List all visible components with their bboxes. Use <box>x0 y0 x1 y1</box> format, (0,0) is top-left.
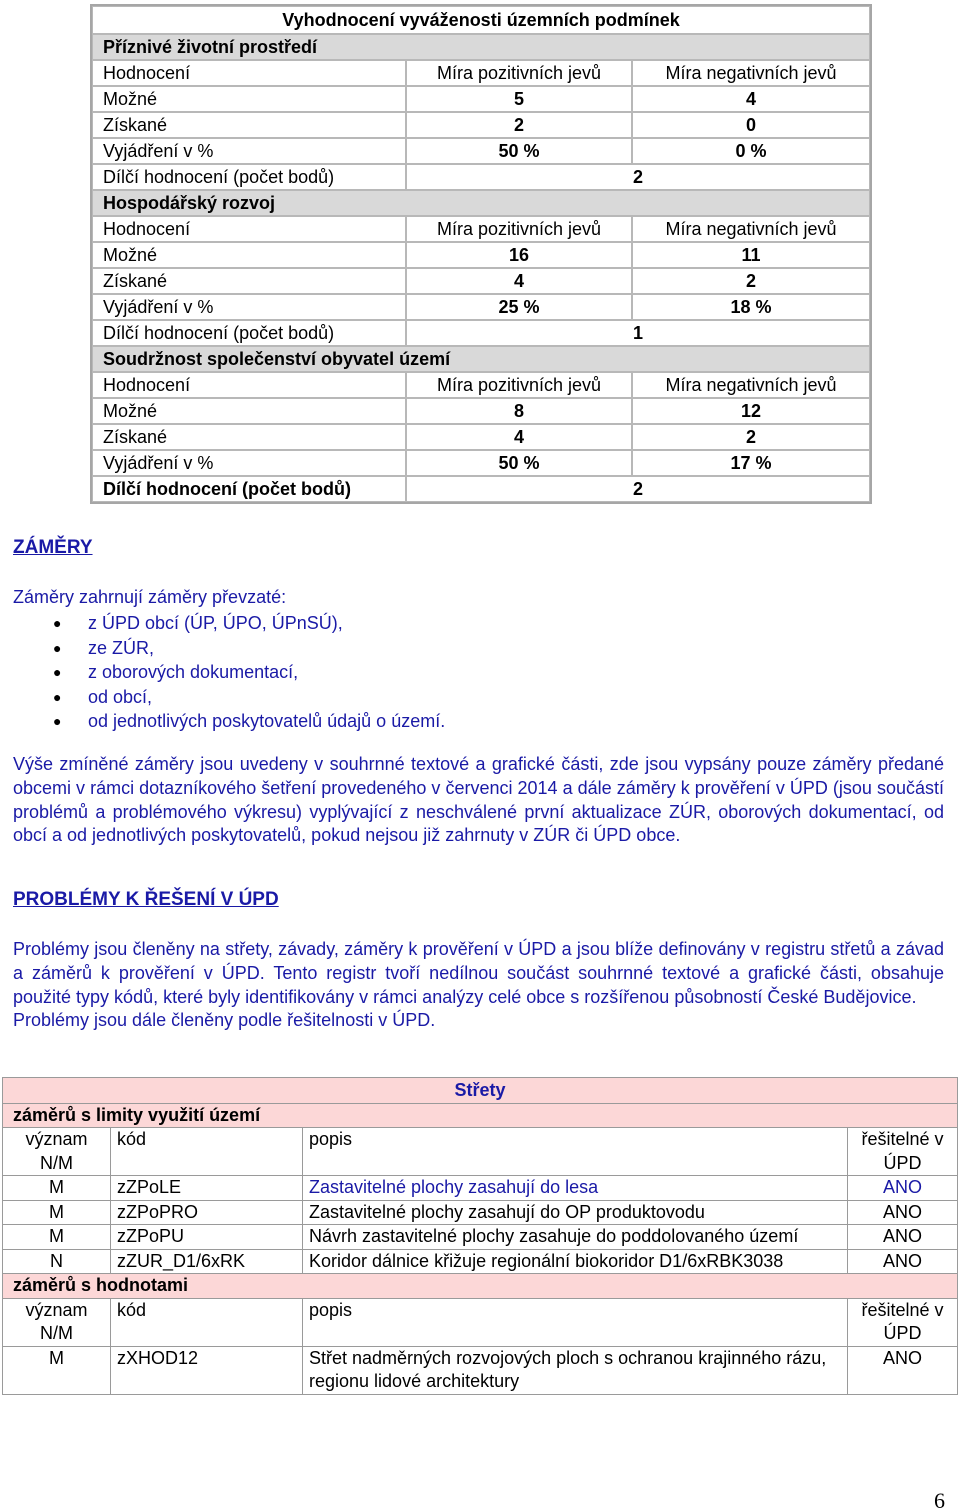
negative-value: 12 <box>632 398 870 424</box>
group-row <box>3 1274 958 1299</box>
cell-vyznam: M <box>3 1346 111 1394</box>
header-row <box>92 372 870 398</box>
zamery-list <box>13 611 445 734</box>
column-header-row <box>3 1298 958 1346</box>
problemy-paragraph <box>13 938 944 1033</box>
negative-value: 17 % <box>632 450 870 476</box>
column-header-vyznam: význam N/M <box>3 1128 111 1176</box>
positive-value: 8 <box>406 398 632 424</box>
group-title: záměrů s hodnotami <box>3 1274 958 1299</box>
zamery-intro: Záměry zahrnují záměry převzaté: <box>13 587 287 607</box>
section-row <box>92 346 870 372</box>
positive-value: 5 <box>406 86 632 112</box>
list-item-text: ze ZÚR, <box>88 637 155 658</box>
score-label: Dílčí hodnocení (počet bodů) <box>92 476 406 502</box>
row-label: Vyjádření v % <box>92 294 406 320</box>
cell-resitelne: ANO <box>848 1176 958 1201</box>
bullet-icon: ● <box>53 688 62 705</box>
header-cell: Hodnocení <box>92 216 406 242</box>
score-row <box>92 164 870 190</box>
zamery-paragraph: Výše zmíněné záměry jsou uvedeny v souhrnné textové a grafické části, zde jsou vypsány pouze záměry předané obcemi v rámci dotazníkového šetření provedeného v červenci 2014 a dále záměry k prověření v ÚPD (jsou součástí problémů a problémového výkresu) vyplývající z neschválené první aktualizace ZÚR, oborových dokumentací, od obcí a od jednotlivých poskytovatelů, pokud nejsou již zahrnuty v ZÚR či ÚPD obce. <box>13 754 944 846</box>
group-title: záměrů s limity využití území <box>3 1103 958 1128</box>
cell-kod: zZPoPU <box>111 1225 303 1250</box>
evaluation-title-row <box>92 6 870 34</box>
page-number: 6 <box>934 1488 945 1512</box>
strety-title-row <box>3 1078 958 1104</box>
cell-kod: zZPoPRO <box>111 1200 303 1225</box>
cell-resitelne: ANO <box>848 1249 958 1274</box>
positive-value: 4 <box>406 424 632 450</box>
problemy-heading: PROBLÉMY K ŘEŠENÍ V ÚPD <box>13 889 279 910</box>
list-item-text: z ÚPD obcí (ÚP, ÚPO, ÚPnSÚ), <box>88 613 343 633</box>
section-title: Soudržnost společenství obyvatel území <box>92 346 870 372</box>
score-value: 2 <box>406 164 870 190</box>
header-cell: Míra pozitivních jevů <box>406 216 632 242</box>
cell-popis: Návrh zastavitelné plochy zasahuje do poddolovaného území <box>303 1225 848 1250</box>
table-row <box>92 268 870 294</box>
row-label: Získané <box>92 268 406 294</box>
positive-value: 25 % <box>406 294 632 320</box>
negative-value: 2 <box>632 268 870 294</box>
table-row <box>92 450 870 476</box>
table-row <box>3 1249 958 1274</box>
evaluation-title: Vyhodnocení vyváženosti územních podmínek <box>92 6 870 34</box>
list-item-text: z oborových dokumentací, <box>88 662 299 682</box>
cell-resitelne: ANO <box>848 1346 958 1394</box>
group-row <box>3 1103 958 1128</box>
positive-value: 50 % <box>406 138 632 164</box>
column-header-popis: popis <box>303 1298 848 1346</box>
cell-popis: Zastavitelné plochy zasahují do OP produktovodu <box>303 1200 848 1225</box>
positive-value: 4 <box>406 268 632 294</box>
list-item-text: od obcí, <box>88 686 153 707</box>
bullet-icon: ● <box>53 713 62 729</box>
row-label: Možné <box>92 242 406 268</box>
table-row <box>92 138 870 164</box>
header-cell: Míra negativních jevů <box>632 372 870 398</box>
strety-title: Střety <box>3 1078 958 1104</box>
header-cell: Hodnocení <box>92 372 406 398</box>
cell-vyznam: N <box>3 1249 111 1274</box>
score-row <box>92 476 870 502</box>
table-row <box>3 1225 958 1250</box>
header-row <box>92 216 870 242</box>
table-row <box>92 398 870 424</box>
header-cell: Hodnocení <box>92 60 406 86</box>
column-header-popis: popis <box>303 1128 848 1176</box>
evaluation-table <box>90 4 872 504</box>
positive-value: 2 <box>406 112 632 138</box>
cell-vyznam: M <box>3 1200 111 1225</box>
bullet-icon: ● <box>53 639 62 656</box>
list-item <box>13 660 445 685</box>
table-row <box>92 294 870 320</box>
column-header-row <box>3 1128 958 1176</box>
cell-resitelne: ANO <box>848 1225 958 1250</box>
table-row <box>92 242 870 268</box>
table-row <box>3 1176 958 1201</box>
column-header-resitelne: řešitelné v ÚPD <box>848 1298 958 1346</box>
section-title: Příznivé životní prostředí <box>92 34 870 60</box>
table-row <box>92 112 870 138</box>
positive-value: 16 <box>406 242 632 268</box>
cell-popis: Koridor dálnice křižuje regionální biokoridor D1/6xRBK3038 <box>303 1249 848 1274</box>
row-label: Získané <box>92 424 406 450</box>
row-label: Vyjádření v % <box>92 138 406 164</box>
cell-resitelne: ANO <box>848 1200 958 1225</box>
header-cell: Míra negativních jevů <box>632 216 870 242</box>
row-label: Vyjádření v % <box>92 450 406 476</box>
table-row <box>3 1346 958 1394</box>
section-row <box>92 34 870 60</box>
score-label: Dílčí hodnocení (počet bodů) <box>92 164 406 190</box>
negative-value: 2 <box>632 424 870 450</box>
positive-value: 50 % <box>406 450 632 476</box>
negative-value: 0 <box>632 112 870 138</box>
negative-value: 11 <box>632 242 870 268</box>
score-row <box>92 320 870 346</box>
list-item <box>13 611 445 636</box>
column-header-kod: kód <box>111 1128 303 1176</box>
negative-value: 18 % <box>632 294 870 320</box>
score-value: 1 <box>406 320 870 346</box>
problemy-paragraph-1: Problémy jsou členěny na střety, závady, záměry k prověření v ÚPD a jsou blíže definovány v registru střetů a závad a záměrů k prověření v ÚPD. Tento registr tvoří nedílnou součást souhrnné textové a grafické části, obsahuje použité typy kódů, které byly identifikovány v rámci analýzy celé obce s rozšířenou působností České Budějovice. <box>13 939 944 1007</box>
zamery-heading: ZÁMĚRY <box>13 537 93 558</box>
cell-popis: Střet nadměrných rozvojových ploch s ochranou krajinného rázu, regionu lidové architektury <box>303 1346 848 1394</box>
list-item-text: od jednotlivých poskytovatelů údajů o území. <box>88 711 446 731</box>
cell-popis: Zastavitelné plochy zasahují do lesa <box>303 1176 848 1201</box>
row-label: Možné <box>92 398 406 424</box>
header-cell: Míra pozitivních jevů <box>406 60 632 86</box>
list-item <box>13 709 445 734</box>
table-row <box>92 86 870 112</box>
score-label: Dílčí hodnocení (počet bodů) <box>92 320 406 346</box>
header-cell: Míra negativních jevů <box>632 60 870 86</box>
header-row <box>92 60 870 86</box>
cell-kod: zZPoLE <box>111 1176 303 1201</box>
row-label: Možné <box>92 86 406 112</box>
strety-table <box>2 1077 958 1395</box>
score-value: 2 <box>406 476 870 502</box>
negative-value: 0 % <box>632 138 870 164</box>
negative-value: 4 <box>632 86 870 112</box>
cell-vyznam: M <box>3 1176 111 1201</box>
list-item <box>13 636 445 661</box>
column-header-vyznam: význam N/M <box>3 1298 111 1346</box>
cell-kod: zXHOD12 <box>111 1346 303 1394</box>
header-cell: Míra pozitivních jevů <box>406 372 632 398</box>
row-label: Získané <box>92 112 406 138</box>
bullet-icon: ● <box>53 664 62 680</box>
problemy-paragraph-2: Problémy jsou dále členěny podle řešitelnosti v ÚPD. <box>13 1010 436 1031</box>
column-header-resitelne: řešitelné v ÚPD <box>848 1128 958 1176</box>
column-header-kod: kód <box>111 1298 303 1346</box>
bullet-icon: ● <box>53 615 62 631</box>
list-item <box>13 685 445 710</box>
table-row <box>3 1200 958 1225</box>
cell-vyznam: M <box>3 1225 111 1250</box>
cell-kod: zZUR_D1/6xRK <box>111 1249 303 1274</box>
table-row <box>92 424 870 450</box>
section-title: Hospodářský rozvoj <box>92 190 870 216</box>
section-row <box>92 190 870 216</box>
